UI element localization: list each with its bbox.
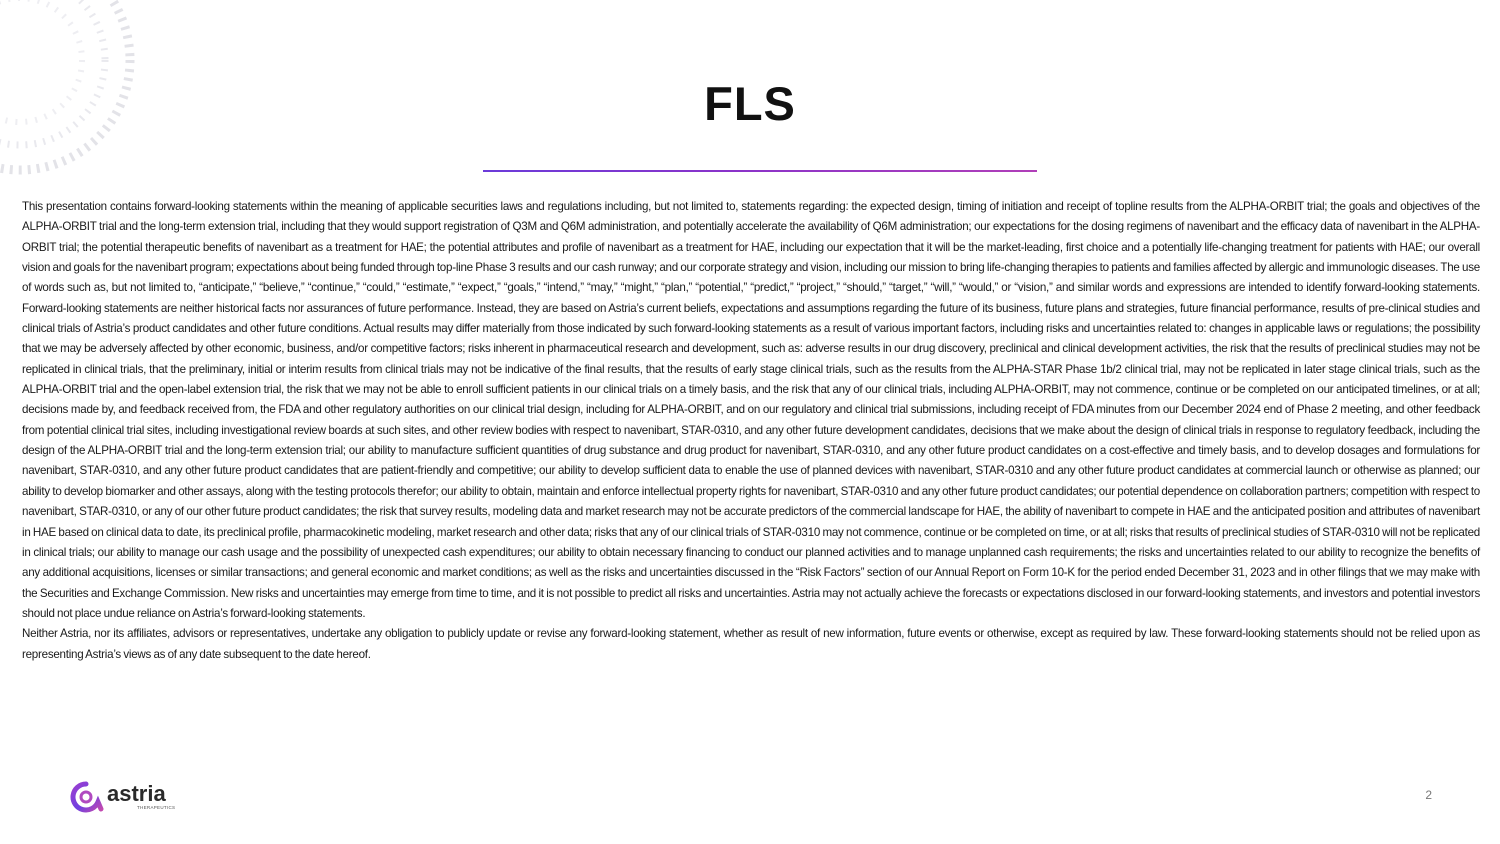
astria-logo-mark-icon — [68, 780, 104, 814]
slide-title: FLS — [704, 77, 796, 130]
disclaimer-paragraph-obligation: Neither Astria, nor its affiliates, advisors or representatives, undertake any obligation to publicly update or revise any forward-looking statement, whether as result of new information, future events or otherwise, except as required by law. These forward-looking statements should not be relied upon as representing Astria’s views as of any date subsequent to the date hereof. — [22, 627, 1480, 661]
title-underline — [483, 170, 1037, 172]
astria-logo — [68, 780, 175, 814]
disclaimer-body — [22, 197, 1480, 665]
page-number: 2 — [1425, 788, 1432, 802]
logo-wordmark: astria — [107, 781, 166, 807]
disclaimer-paragraph-main: This presentation contains forward-looking statements within the meaning of applicable securities laws and regulations including, but not limited to, statements regarding: the expected design, timing of initiation and receipt of topline results from the ALPHA-ORBIT trial; the goals and objectives of the ALPHA-ORBIT trial and the long-term extension trial, including that they would support registration of Q3M and Q6M administration, and potentially accelerate the availability of Q6M administration; our expectations for the dosing regimens of navenibart and the efficacy data of navenibart in the ALPHA-ORBIT trial; the potential therapeutic benefits of navenibart as a treatment for HAE; the potential attributes and profile of navenibart as a treatment for HAE, including our expectation that it will be the market-leading, first choice and a potentially life-changing treatment for patients with HAE; our overall vision and goals for the navenibart program; expectations about being funded through top-line Phase 3 results and our cash runway; and our corporate strategy and vision, including our mission to bring life-changing therapies to patients and families affected by allergic and immunologic diseases. The use of words such as, but not limited to, “anticipate,” “believe,” “continue,” “could,” “estimate,” “expect,” “goals,” “intend,” “may,” “might,” “plan,” “potential,” “predict,” “project,” “should,” “target,” “will,” “would,” or “vision,” and similar words and expressions are intended to identify forward-looking statements. Forward-looking statements are neither historical facts nor assurances of future performance. Instead, they are based on Astria’s current beliefs, expectations and assumptions regarding the future of its business, future plans and strategies, future financial performance, results of pre-clinical studies and clinical trials of Astria’s product candidates and other future conditions. Actual results may differ materially from those indicated by such forward-looking statements as a result of various important factors, including risks and uncertainties related to: changes in applicable laws or regulations; the possibility that we may be adversely affected by other economic, business, and/or competitive factors; risks inherent in pharmaceutical research and development, such as: adverse results in our drug discovery, preclinical and clinical development activities, the risk that the results of preclinical studies may not be replicated in clinical trials, that the preliminary, initial or interim results from clinical trials may not be indicative of the final results, that the results of early stage clinical trials, such as the results from the ALPHA-STAR Phase 1b/2 clinical trial, may not be replicated in later stage clinical trials, such as the ALPHA-ORBIT trial and the open-label extension trial, the risk that we may not be able to enroll sufficient patients in our clinical trials on a timely basis, and the risk that any of our clinical trials, including ALPHA-ORBIT, may not commence, continue or be completed on our anticipated timelines, or at all; decisions made by, and feedback received from, the FDA and other regulatory authorities on our clinical trial design, including for ALPHA-ORBIT, and on our regulatory and clinical trial submissions, including receipt of FDA minutes from our December 2024 end of Phase 2 meeting, and other feedback from potential clinical trial sites, including investigational review boards at such sites, and other review bodies with respect to navenibart, STAR-0310, and any other future development candidates, decisions that we make about the design of clinical trials in response to regulatory feedback, including the design of the ALPHA-ORBIT trial and the long-term extension trial; our ability to manufacture sufficient quantities of drug substance and drug product for navenibart, STAR-0310, and any other future product candidates on a cost-effective and timely basis, and to develop dosages and formulations for navenibart, STAR-0310, and any other future product candidates that are patient-friendly and competitive; our ability to develop sufficient data to enable the use of planned devices with navenibart, STAR-0310 and any other future product candidates at commercial launch or otherwise as planned; our ability to develop biomarker and other assays, along with the testing protocols therefor; our ability to obtain, maintain and enforce intellectual property rights for navenibart, STAR-0310 and any other future product candidates; our potential dependence on collaboration partners; competition with respect to navenibart, STAR-0310, or any of our other future product candidates; the risk that survey results, modeling data and market research may not be accurate predictors of the commercial landscape for HAE, the ability of navenibart to compete in HAE and the anticipated position and attributes of navenibart in HAE based on clinical data to date, its preclinical profile, pharmacokinetic modeling, market research and other data; risks that any of our clinical trials of STAR-0310 may not commence, continue or be completed on time, or at all; risks that results of preclinical studies of STAR-0310 will not be replicated in clinical trials; our ability to manage our cash usage and the possibility of unexpected cash expenditures; our ability to obtain necessary financing to conduct our planned activities and to manage unplanned cash requirements; the risks and uncertainties related to our ability to recognize the benefits of any additional acquisitions, licenses or similar transactions; and general economic and market conditions; as well as the risks and uncertainties discussed in the “Risk Factors” section of our Annual Report on Form 10-K for the period ended December 31, 2023 and in other filings that we may make with the Securities and Exchange Commission. New risks and uncertainties may emerge from time to time, and it is not possible to predict all risks and uncertainties. Astria may not actually achieve the forecasts or expectations disclosed in our forward-looking statements, and investors and potential investors should not place undue reliance on Astria’s forward-looking statements. — [22, 200, 1480, 620]
logo-subtitle: THERAPEUTICS — [137, 805, 176, 811]
